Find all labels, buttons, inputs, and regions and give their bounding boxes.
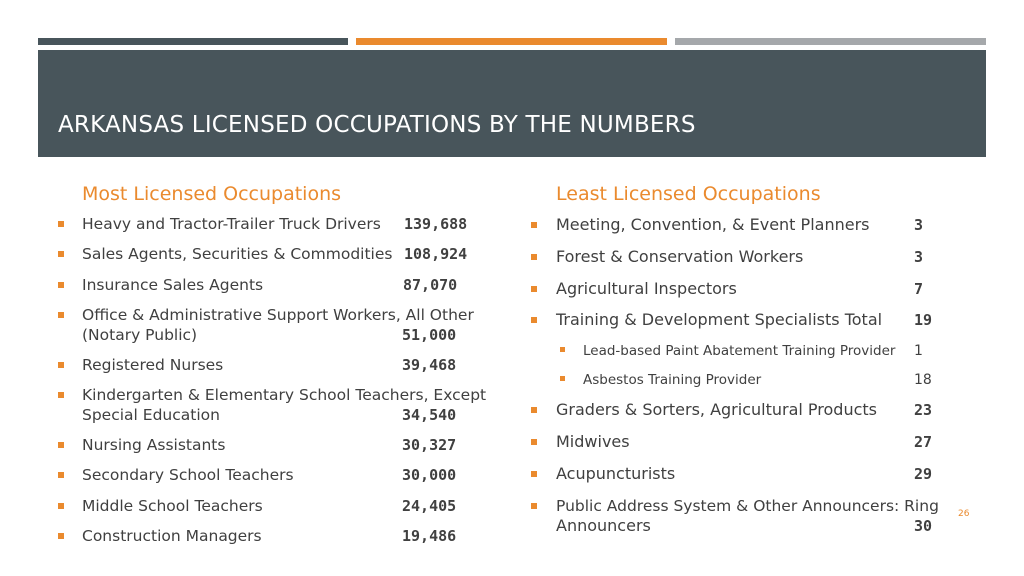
- occupation-count: 29: [914, 465, 933, 483]
- occupation-label: Nursing Assistants: [82, 436, 226, 454]
- bullet-icon: [58, 442, 64, 448]
- occupation-label: Midwives: [556, 432, 630, 451]
- most-licensed-heading: Most Licensed Occupations: [82, 183, 342, 205]
- occupation-count: 34,540: [402, 406, 457, 424]
- top-accent-bar-orange: [356, 38, 667, 45]
- bullet-icon: [58, 362, 64, 368]
- occupation-label: Agricultural Inspectors: [556, 279, 737, 298]
- occupation-label: Kindergarten & Elementary School Teachers, Except: [82, 386, 487, 404]
- occupation-count: 30: [914, 517, 933, 535]
- bullet-icon: [531, 317, 537, 323]
- sub-occupation-count: 18: [914, 372, 932, 388]
- bullet-icon: [560, 376, 565, 381]
- occupation-label: Secondary School Teachers: [82, 466, 294, 484]
- top-accent-bar-dark: [38, 38, 348, 45]
- occupation-label-continued: Announcers: [556, 516, 651, 535]
- occupation-label: Public Address System & Other Announcers: Ring: [556, 497, 939, 515]
- occupation-count: 23: [914, 401, 933, 419]
- slide-title: ARKANSAS LICENSED OCCUPATIONS BY THE NUMBERS: [58, 112, 696, 138]
- bullet-icon: [58, 472, 64, 478]
- occupation-label: Office & Administrative Support Workers, All Other: [82, 306, 474, 324]
- bullet-icon: [531, 503, 537, 509]
- occupation-count: 3: [914, 248, 924, 266]
- occupation-label-continued: Special Education: [82, 406, 220, 424]
- occupation-label: Training & Development Specialists Total: [556, 310, 883, 329]
- bullet-icon: [531, 439, 537, 445]
- bullet-icon: [560, 347, 565, 352]
- bullet-icon: [531, 407, 537, 413]
- sub-occupation-label: Asbestos Training Provider: [583, 372, 762, 388]
- title-banner: [38, 50, 986, 157]
- bullet-icon: [58, 312, 64, 318]
- bullet-icon: [58, 251, 64, 257]
- occupation-count: 51,000: [402, 326, 457, 344]
- occupation-label: Construction Managers: [82, 527, 262, 545]
- occupation-count: 24,405: [402, 497, 457, 515]
- bullet-icon: [58, 392, 64, 398]
- occupation-count: 7: [914, 280, 924, 298]
- occupation-label: Forest & Conservation Workers: [556, 247, 804, 266]
- occupation-count: 139,688: [404, 215, 468, 233]
- bullet-icon: [58, 503, 64, 509]
- occupation-label: Registered Nurses: [82, 356, 224, 374]
- occupation-count: 30,327: [402, 436, 457, 454]
- occupation-label: Meeting, Convention, & Event Planners: [556, 215, 870, 234]
- occupation-count: 27: [914, 433, 933, 451]
- bullet-icon: [531, 286, 537, 292]
- occupation-label: Sales Agents, Securities & Commodities: [82, 245, 393, 263]
- occupation-count: 19: [914, 311, 933, 329]
- occupation-label: Heavy and Tractor-Trailer Truck Drivers: [82, 215, 381, 233]
- occupation-label: Acupuncturists: [556, 464, 676, 483]
- bullet-icon: [58, 282, 64, 288]
- occupation-count: 108,924: [404, 245, 468, 263]
- bullet-icon: [531, 254, 537, 260]
- page-number: 26: [958, 509, 970, 519]
- occupation-count: 19,486: [402, 527, 457, 545]
- occupation-label-continued: (Notary Public): [82, 326, 198, 344]
- occupation-label: Insurance Sales Agents: [82, 276, 264, 294]
- bullet-icon: [58, 221, 64, 227]
- bullet-icon: [58, 533, 64, 539]
- occupation-label: Graders & Sorters, Agricultural Products: [556, 400, 877, 419]
- occupation-label: Middle School Teachers: [82, 497, 263, 515]
- occupation-count: 87,070: [403, 276, 458, 294]
- occupation-count: 30,000: [402, 466, 457, 484]
- top-accent-bar-gray: [675, 38, 986, 45]
- bullet-icon: [531, 222, 537, 228]
- sub-occupation-label: Lead-based Paint Abatement Training Provider: [583, 343, 896, 359]
- sub-occupation-count: 1: [914, 343, 923, 359]
- occupation-count: 39,468: [402, 356, 457, 374]
- occupation-count: 3: [914, 216, 924, 234]
- least-licensed-heading: Least Licensed Occupations: [556, 183, 821, 205]
- bullet-icon: [531, 471, 537, 477]
